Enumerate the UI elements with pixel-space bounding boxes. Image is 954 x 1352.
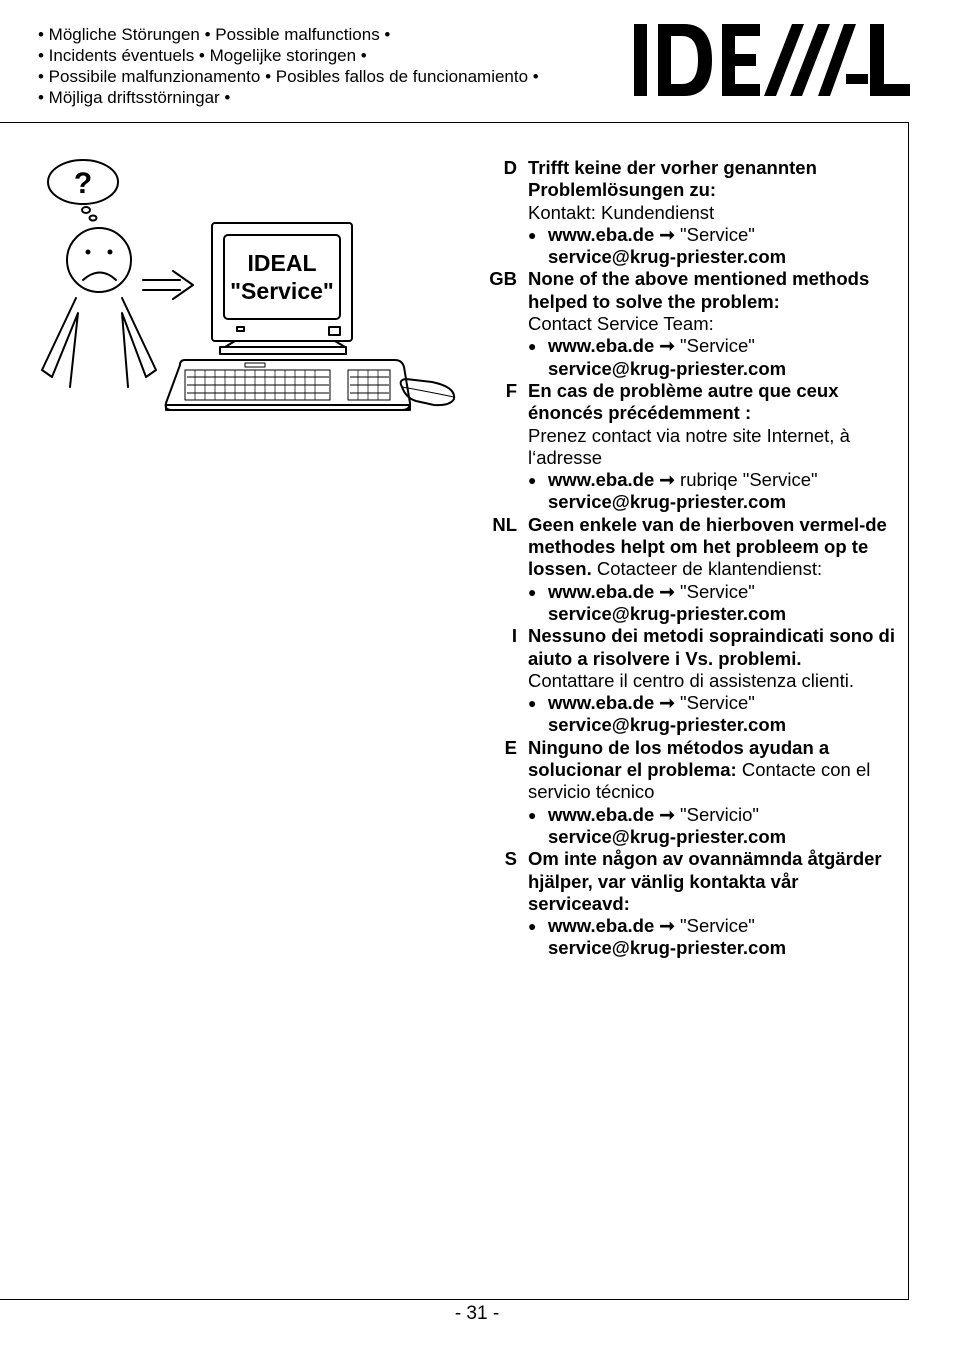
sad-face-icon xyxy=(67,228,131,292)
entry-text: Contacte con el servicio técnico xyxy=(528,759,871,803)
web-line: ● www.eba.de ➞ "Service" xyxy=(528,335,755,357)
header-line: • Möjliga driftsstörningar • xyxy=(38,88,231,107)
entry-body xyxy=(528,514,905,581)
email-link[interactable]: service@krug-priester.com xyxy=(548,602,787,624)
email-link[interactable]: service@krug-priester.com xyxy=(548,714,787,736)
web-target: "Service" xyxy=(680,692,755,714)
arrow-icon: ➞ xyxy=(659,469,675,491)
email-link[interactable]: service@krug-priester.com xyxy=(548,937,787,959)
header-line: • Mögliche Störungen • Possible malfunctions • xyxy=(38,25,391,44)
email-link[interactable]: service@krug-priester.com xyxy=(548,491,787,513)
entry-text: Kontakt: Kundendienst xyxy=(528,201,715,223)
web-line: ● www.eba.de ➞ "Servicio" xyxy=(528,803,759,825)
ideal-logo xyxy=(634,24,910,96)
language-code: E xyxy=(504,736,517,758)
entry-e xyxy=(480,737,905,848)
entry-title: Ninguno de los métodos ayudan a solucionar el problema: xyxy=(528,736,830,781)
web-line: ● www.eba.de ➞ "Service" xyxy=(528,915,755,937)
web-target: "Service" xyxy=(680,335,755,357)
email-link[interactable]: service@krug-priester.com xyxy=(548,825,787,847)
email-link[interactable]: service@krug-priester.com xyxy=(548,246,787,268)
web-line: ● www.eba.de ➞ "Service" xyxy=(528,580,755,602)
web-target: "Service" xyxy=(680,223,755,245)
web-target: "Servicio" xyxy=(680,803,759,825)
web-line: ● www.eba.de ➞ rubriqe "Service" xyxy=(528,469,818,491)
web-target: "Service" xyxy=(680,915,755,937)
web-target: "Service" xyxy=(680,580,755,602)
malfunctions-header xyxy=(38,24,539,108)
web-link[interactable]: www.eba.de xyxy=(548,580,655,602)
entry-gb xyxy=(480,268,905,379)
arrow-icon: ➞ xyxy=(659,915,675,937)
entry-title: Om inte någon av ovannämnda åtgärder hjälper, var vänlig kontakta vår serviceavd: xyxy=(528,848,882,914)
question-mark: ? xyxy=(73,167,93,200)
entry-title: Nessuno dei metodi sopraindicati sono di aiuto a risolvere i Vs. problemi. xyxy=(528,625,895,669)
entry-title: Trifft keine der vorher genannten Problemlösungen zu: xyxy=(528,157,817,201)
arrow-icon: ➞ xyxy=(659,803,675,825)
screen-line-1: IDEAL xyxy=(247,250,317,276)
entry-title: En cas de problème autre que ceux énoncés précédemment : xyxy=(528,379,839,424)
web-line: ● www.eba.de ➞ "Service" xyxy=(528,223,755,245)
email-link[interactable]: service@krug-priester.com xyxy=(548,357,787,379)
arrow-icon: ➞ xyxy=(659,580,675,602)
header-line: • Possibile malfunzionamento • Posibles fallos de funcionamiento • xyxy=(38,67,539,86)
web-link[interactable]: www.eba.de xyxy=(548,915,655,937)
entry-title: None of the above mentioned methods helped to solve the problem: xyxy=(528,268,870,312)
web-target: rubriqe "Service" xyxy=(680,469,818,491)
entry-d xyxy=(480,157,905,268)
header-line: • Incidents éventuels • Mogelijke storingen • xyxy=(38,46,367,65)
entry-text: Contattare il centro di assistenza clienti. xyxy=(528,669,854,691)
web-link[interactable]: www.eba.de xyxy=(548,335,655,357)
language-code: GB xyxy=(489,268,517,290)
screen-line-2: "Service" xyxy=(230,278,334,304)
language-code: S xyxy=(504,848,517,870)
web-link[interactable]: www.eba.de xyxy=(548,469,655,491)
web-link[interactable]: www.eba.de xyxy=(548,223,655,245)
entry-text: Contact Service Team: xyxy=(528,313,714,335)
web-line: ● www.eba.de ➞ "Service" xyxy=(528,692,755,714)
language-code: I xyxy=(511,625,517,647)
frame-right-rule xyxy=(908,122,909,1300)
web-link[interactable]: www.eba.de xyxy=(548,692,655,714)
page-number: - 31 - xyxy=(454,1303,500,1324)
language-code: NL xyxy=(492,513,517,535)
arrow-icon: ➞ xyxy=(659,223,675,245)
entry-nl xyxy=(480,514,905,625)
entry-s xyxy=(480,848,905,959)
entry-text: Prenez contact via notre site Internet, à l‘adresse xyxy=(528,424,850,468)
frame-top-rule xyxy=(0,122,909,123)
language-code: D xyxy=(503,157,517,178)
service-illustration xyxy=(30,155,470,420)
entry-text: Cotacteer de klantendienst: xyxy=(596,558,823,580)
entry-i xyxy=(480,625,905,736)
frame-bottom-rule xyxy=(0,1299,909,1300)
entry-body xyxy=(528,737,905,804)
entry-title: Geen enkele van de hierboven vermel-de methodes helpt om het probleem op te lossen. xyxy=(528,513,887,580)
entry-f xyxy=(480,380,905,514)
arrow-icon: ➞ xyxy=(659,335,675,357)
arrow-icon: ➞ xyxy=(659,692,675,714)
language-entries xyxy=(480,157,905,960)
web-link[interactable]: www.eba.de xyxy=(548,803,655,825)
language-code: F xyxy=(505,379,517,401)
